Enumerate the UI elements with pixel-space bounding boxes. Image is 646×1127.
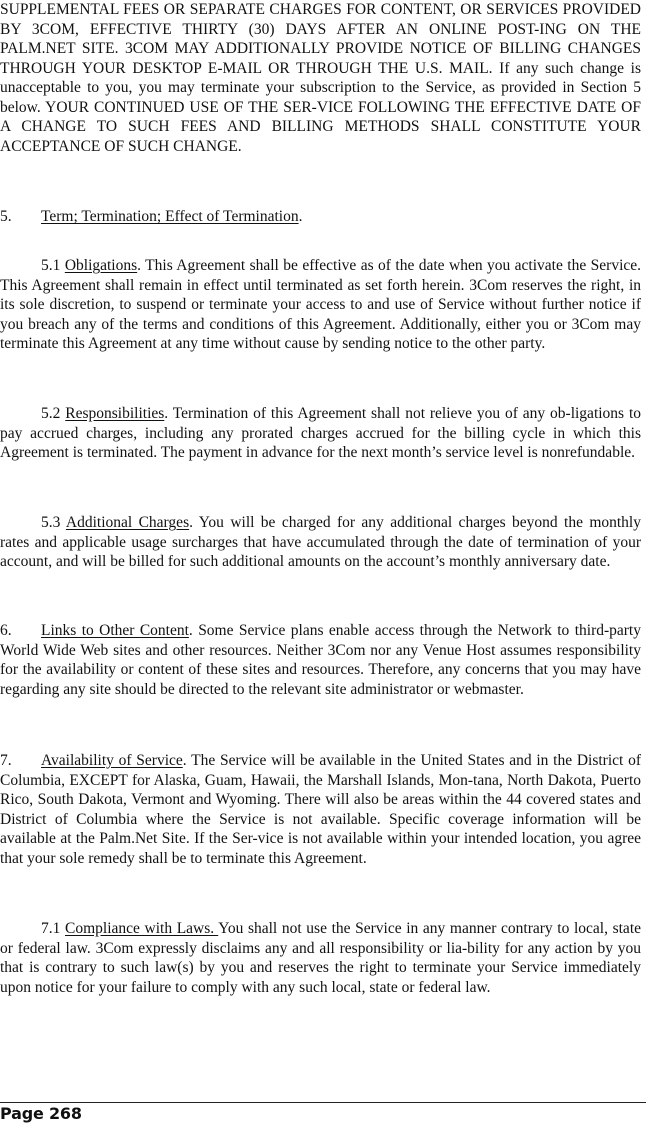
section-7-1 [0,919,641,997]
section-number: 7.1 [41,920,61,937]
section-body: . Some Service plans enable access through the Network to third-party World Wide Web sites and other resources. Neither 3Com nor any Venue Host assumes responsibility for the availability or content of these sites and resources. Therefore, any concerns that you may have regarding any site should be directed to the relevant site administrator or webmaster. [0,622,641,698]
section-5-2 [0,404,641,463]
intro-paragraph: SUPPLEMENTAL FEES OR SEPARATE CHARGES FOR CONTENT, OR SERVICES PROVIDED BY 3COM, EFFECTIVE THIRTY (30) DAYS AFTER AN ONLINE POST-ING ON THE PALM.NET SITE. 3COM MAY ADDITIONALLY PROVIDE NOTICE OF BILLING CHANGES THROUGH YOUR DESKTOP E-MAIL OR THROUGH THE U.S. MAIL. If any such change is unacceptable to you, you may terminate your subscription to the Service, as provided in Section 5 below. YOUR CONTINUED USE OF THE SER-VICE FOLLOWING THE EFFECTIVE DATE OF A CHANGE TO SUCH FEES AND BILLING METHODS SHALL CONSTITUTE YOUR ACCEPTANCE OF SUCH CHANGE. [0,1,641,155]
section-number: 5.3 [41,514,61,531]
section-number: 6. [0,622,12,639]
section-5 [0,207,641,227]
section-body: . This Agreement shall be effective as of the date when you activate the Service. This Agreement shall remain in effect until terminated as set forth herein. 3Com reserves the right, in its sole discretion, to suspend or terminate your access to and use of Service without further notice if you breach any of the terms and conditions of this Agreement. Additionally, either you or 3Com may terminate this Agreement at any time without cause by sending notice to the other party. [0,257,642,352]
section-number: 7. [0,752,12,769]
section-heading-tail: . [298,208,303,225]
page-number: Page 268 [0,1104,82,1123]
section-6 [0,621,641,699]
section-body: You shall not use the Service in any manner contrary to local, state or federal law. 3Com expressly disclaims any and all responsibility or lia-bility for any action by you that is contrary to such law(s) by you and reserves the right to terminate your Service immediately upon notice for your failure to comply with any such local, state or federal law. [0,920,641,996]
section-heading: Additional Charges [65,514,190,531]
section-heading: Links to Other Content [41,622,189,639]
section-body: . Termination of this Agreement shall not relieve you of any ob-ligations to pay accrued charges, including any prorated charges accrued for the billing cycle in which this Agreement is terminated. The payment in advance for the next month’s service level is nonrefundable. [0,405,642,461]
section-number: 5.2 [41,405,61,422]
section-heading: Term; Termination; Effect of Termination [41,208,299,225]
section-body: . The Service will be available in the United States and in the District of Columbia, EXCEPT for Alaska, Guam, Hawaii, the Marshall Islands, Mon-tana, North Dakota, Puerto Rico, South Dakota, Vermont and Wyoming. There will also be areas within the 44 covered states and District of Columbia where the Service is not available. Specific coverage information will be available at the Palm.Net Site. If the Ser-vice is not available within your intended location, you agree that your sole remedy shall be to terminate this Agreement. [0,752,641,867]
section-7 [0,751,641,868]
footer-divider [0,1102,646,1103]
section-5-1 [0,256,641,354]
section-heading: Obligations [64,257,138,274]
section-heading: Compliance with Laws. [65,920,219,937]
section-number: 5. [0,208,12,225]
section-body: . You will be charged for any additional charges beyond the monthly rates and applicable usage surcharges that have accumulated through the date of termination of your account, and will be billed for such additional amounts on the account’s monthly anniversary date. [0,514,641,570]
section-heading: Availability of Service [41,752,183,769]
section-heading: Responsibilities [65,405,165,422]
section-number: 5.1 [41,257,61,274]
section-5-3 [0,513,641,572]
